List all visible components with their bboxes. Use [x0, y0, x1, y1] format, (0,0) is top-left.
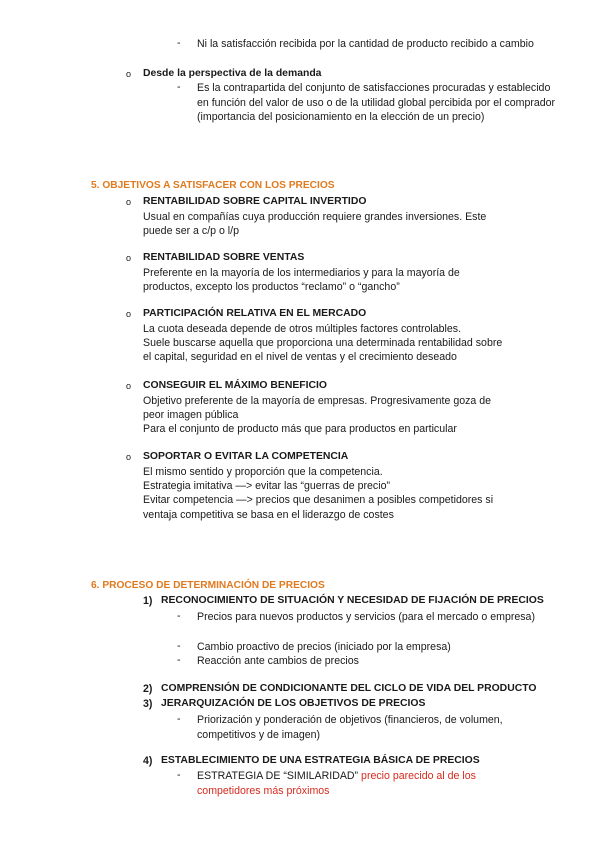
circle-bullet: o — [126, 69, 132, 79]
circle-bullet: o — [126, 197, 132, 207]
step-sub-item: Reacción ante cambios de precios — [197, 655, 359, 667]
objective-heading: SOPORTAR O EVITAR LA COMPETENCIA — [143, 451, 349, 462]
dash-bullet: - — [177, 769, 181, 781]
objective-text: La cuota deseada depende de otros múltiples factores controlables. — [143, 323, 462, 335]
dash-bullet: - — [177, 81, 181, 93]
objective-text: Estrategia imitativa —> evitar las “guerras de precio” — [143, 480, 390, 492]
step-number: 2) — [143, 683, 153, 695]
objective-text: El mismo sentido y proporción que la competencia. — [143, 466, 383, 478]
objective-text: Para el conjunto de producto más que para productos en particular — [143, 423, 457, 435]
objective-heading: PARTICIPACIÓN RELATIVA EN EL MERCADO — [143, 308, 367, 319]
strategy-highlight: precio parecido al de los competidores más próximos — [197, 770, 476, 797]
dash-bullet: - — [177, 654, 181, 666]
strategy-label: ESTRATEGIA DE “SIMILARIDAD” — [197, 770, 359, 782]
circle-bullet: o — [126, 381, 132, 391]
step-number: 4) — [143, 755, 153, 767]
objective-heading: RENTABILIDAD SOBRE VENTAS — [143, 252, 305, 263]
dash-bullet: - — [177, 713, 181, 725]
satisfaction-line: Ni la satisfacción recibida por la cantidad de producto recibido a cambio — [197, 38, 534, 50]
dash-bullet: - — [177, 37, 181, 49]
demand-heading: Desde la perspectiva de la demanda — [143, 68, 322, 79]
step-label: RECONOCIMIENTO DE SITUACIÓN Y NECESIDAD DE FIJACIÓN DE PRECIOS — [161, 595, 544, 606]
step-sub-item: Cambio proactivo de precios (iniciado por la empresa) — [197, 641, 451, 653]
objective-text: el capital, seguridad en el nivel de ventas y el crecimiento deseado — [143, 351, 457, 363]
objective-text: Evitar competencia —> precios que desanimen a posibles competidores si — [143, 494, 494, 506]
objective-text: puede ser a c/p o l/p — [143, 225, 239, 237]
objective-heading: RENTABILIDAD SOBRE CAPITAL INVERTIDO — [143, 196, 367, 207]
objective-heading: CONSEGUIR EL MÁXIMO BENEFICIO — [143, 380, 327, 391]
dash-bullet: - — [177, 610, 181, 622]
step-sub-item: Precios para nuevos productos y servicios (para el mercado o empresa) — [197, 611, 535, 623]
objective-text: Suele buscarse aquella que proporciona una determinada rentabilidad sobre — [143, 337, 503, 349]
step-number: 1) — [143, 595, 153, 607]
objective-text: Preferente en la mayoría de los intermediarios y para la mayoría de — [143, 267, 460, 279]
dash-bullet: - — [177, 640, 181, 652]
circle-bullet: o — [126, 253, 132, 263]
objective-text: Objetivo preferente de la mayoría de empresas. Progresivamente goza de — [143, 395, 492, 407]
objective-text: Usual en compañías cuya producción requiere grandes inversiones. Este — [143, 211, 487, 223]
step-label: COMPRENSIÓN DE CONDICIONANTE DEL CICLO DE VIDA DEL PRODUCTO — [161, 683, 537, 694]
circle-bullet: o — [126, 309, 132, 319]
objective-text: ventaja competitiva se basa en el liderazgo de costes — [143, 509, 394, 521]
step-number: 3) — [143, 698, 153, 710]
strategy-line — [197, 769, 537, 798]
objective-text: peor imagen pública — [143, 409, 239, 421]
circle-bullet: o — [126, 452, 132, 462]
section-5-title: 5. OBJETIVOS A SATISFACER CON LOS PRECIOS — [91, 180, 335, 191]
objective-text: productos, excepto los productos “reclamo” o “gancho” — [143, 281, 400, 293]
step-label: ESTABLECIMIENTO DE UNA ESTRATEGIA BÁSICA DE PRECIOS — [161, 755, 480, 766]
demand-text: Es la contrapartida del conjunto de satisfacciones procuradas y establecido en función del valor de uso o de la utilidad global percibida por el comprador (importancia del posicionamiento en la elección de un precio) — [197, 82, 556, 124]
section-6-title: 6. PROCESO DE DETERMINACIÓN DE PRECIOS — [91, 580, 325, 591]
step-label: JERARQUIZACIÓN DE LOS OBJETIVOS DE PRECIOS — [161, 698, 426, 709]
step-sub-item: Priorización y ponderación de objetivos (financieros, de volumen, competitivos y de imagen) — [197, 714, 503, 741]
